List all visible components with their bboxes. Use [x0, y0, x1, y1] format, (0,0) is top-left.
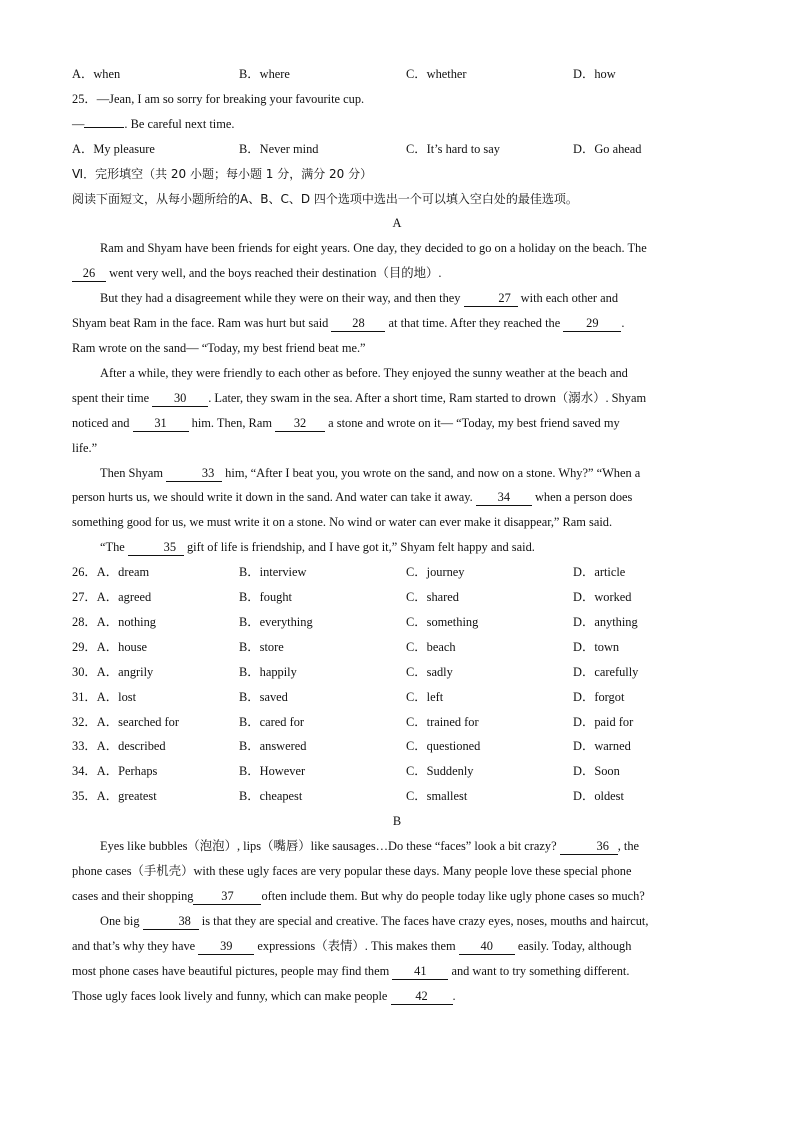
blank-35: 35 — [128, 540, 184, 556]
passage-b-line — [72, 909, 722, 934]
option-c — [406, 734, 573, 759]
text: Shyam beat Ram in the face. Ram was hurt but said — [72, 316, 332, 331]
option-text: C．smallest — [406, 789, 468, 804]
option-a — [72, 759, 239, 784]
text: him. Then, Ram — [188, 415, 276, 430]
option-d — [573, 660, 638, 685]
question-number: 33． — [72, 739, 97, 754]
q25-question: 25．—Jean, I am so sorry for breaking your favourite cup. — [72, 91, 365, 106]
option-text: C．shared — [406, 590, 459, 605]
option-text: C．journey — [406, 565, 465, 580]
option-a — [72, 784, 239, 809]
option-d — [573, 784, 624, 809]
choice-row — [72, 635, 722, 660]
q25-answer-text: . Be careful next time. — [124, 116, 235, 131]
passage-b-label: B — [392, 814, 402, 829]
passage-b-line — [72, 834, 722, 859]
text: and want to try something different. — [448, 963, 630, 978]
text: expressions（表情）. This makes them — [254, 938, 459, 953]
option-b — [239, 585, 406, 610]
text: a stone and wrote on it— “Today, my best friend saved my — [325, 415, 620, 430]
text: But they had a disagreement while they were on their way, and then they — [100, 291, 464, 306]
blank-27: 27 — [464, 291, 518, 307]
option-text: A．lost — [96, 689, 137, 704]
blank-40: 40 — [459, 939, 515, 955]
blank-34: 34 — [476, 490, 532, 506]
blank-29: 29 — [563, 316, 621, 332]
passage-b-line — [72, 934, 722, 959]
option-c: C．It’s hard to say — [406, 141, 500, 156]
choice-row — [72, 585, 722, 610]
choice-row — [72, 759, 722, 784]
question-number: 30． — [72, 664, 97, 679]
section-title: Ⅵ．完形填空（共 20 小题；每小题 1 分，满分 20 分） — [72, 166, 373, 181]
passage-a-line — [72, 535, 722, 560]
question-number: 29． — [72, 639, 97, 654]
text: cases and their shopping — [72, 888, 194, 903]
option-text: D．paid for — [573, 714, 634, 729]
option-text: B．happily — [239, 664, 297, 679]
text: . — [452, 988, 456, 1003]
passage-a-line — [72, 311, 722, 336]
option-text: D．oldest — [573, 789, 624, 804]
question-number: 27． — [72, 590, 97, 605]
option-c — [406, 585, 573, 610]
choice-row — [72, 610, 722, 635]
option-text: B．everything — [239, 614, 313, 629]
option-text: B．answered — [239, 739, 307, 754]
blank-26: 26 — [72, 266, 106, 282]
text: Eyes like bubbles（泡泡）, lips（嘴唇）like sausages…Do these “faces” look a bit crazy? — [100, 839, 560, 854]
option-a — [72, 560, 239, 585]
option-d: D．Go ahead — [573, 141, 642, 156]
text: often include them. But why do people today like ugly phone cases so much? — [261, 888, 645, 903]
option-b — [239, 734, 406, 759]
passage-a-line — [72, 236, 722, 261]
choice-row — [72, 685, 722, 710]
question-number: 35． — [72, 789, 97, 804]
option-c — [406, 759, 573, 784]
choice-row — [72, 710, 722, 735]
option-c — [406, 635, 573, 660]
option-text: A．angrily — [96, 664, 154, 679]
option-a: A．when — [72, 67, 121, 81]
q25-options — [72, 137, 722, 162]
option-b — [239, 660, 406, 685]
passage-b-line — [72, 984, 722, 1009]
option-d — [573, 635, 619, 660]
choice-row — [72, 784, 722, 809]
text: . Later, they swam in the sea. After a short time, Ram started to drown（溺水）. Shyam — [208, 390, 647, 405]
option-text: C．questioned — [406, 739, 481, 754]
passage-b-line — [72, 959, 722, 984]
option-text: B．fought — [239, 590, 293, 605]
option-text: A．dream — [96, 565, 150, 580]
option-d — [573, 734, 631, 759]
option-text: D．Soon — [573, 764, 620, 779]
blank-38: 38 — [143, 914, 199, 930]
option-a — [72, 660, 239, 685]
text: when a person does — [531, 490, 633, 505]
text: gift of life is friendship, and I have got it,” Shyam felt happy and said. — [183, 540, 535, 555]
option-d — [573, 610, 638, 635]
text: “The — [100, 540, 128, 555]
passage-a-line — [72, 261, 722, 286]
option-text: C．Suddenly — [406, 764, 474, 779]
blank-39: 39 — [198, 939, 254, 955]
passage-a-line — [72, 286, 722, 311]
option-text: A．house — [96, 639, 148, 654]
option-a — [72, 610, 239, 635]
blank-36: 36 — [560, 839, 618, 855]
option-a — [72, 734, 239, 759]
option-c: C．whether — [406, 67, 467, 81]
blank-32: 32 — [275, 416, 325, 432]
option-b — [239, 759, 406, 784]
q25-dash: — — [72, 116, 85, 131]
passage-a-line — [72, 461, 722, 486]
option-c — [406, 710, 573, 735]
passage-a-line: Ram wrote on the sand— “Today, my best friend beat me.” — [72, 340, 366, 355]
option-d: D．how — [573, 67, 616, 81]
passage-a-label: A — [392, 216, 402, 231]
passage-a-line: After a while, they were friendly to each other as before. They enjoyed the sunny weather at the beach and — [100, 365, 628, 380]
question-number: 32． — [72, 714, 97, 729]
option-a — [72, 585, 239, 610]
option-a — [72, 685, 239, 710]
option-d — [573, 585, 632, 610]
text: at that time. After they reached the — [385, 316, 564, 331]
text: noticed and — [72, 415, 133, 430]
option-text: D．warned — [573, 739, 631, 754]
option-b — [239, 560, 406, 585]
option-d — [573, 710, 633, 735]
blank-33: 33 — [166, 466, 222, 482]
exam-page — [72, 62, 722, 1008]
passage-a-line — [72, 386, 722, 411]
option-b — [239, 710, 406, 735]
question-number: 26． — [72, 565, 97, 580]
option-text: B．saved — [239, 689, 288, 704]
option-a — [72, 710, 239, 735]
option-text: A．searched for — [96, 714, 180, 729]
option-text: B．store — [239, 639, 284, 654]
option-text: A．described — [96, 739, 166, 754]
blank-41: 41 — [392, 964, 448, 980]
passage-a-line — [72, 485, 722, 510]
blank-31: 31 — [133, 416, 189, 432]
option-c — [406, 685, 573, 710]
option-b — [239, 685, 406, 710]
q25-blank — [84, 127, 124, 128]
text: One big — [100, 913, 143, 928]
option-text: B．interview — [239, 565, 307, 580]
option-text: A．greatest — [96, 789, 157, 804]
text: easily. Today, although — [514, 938, 632, 953]
option-c — [406, 784, 573, 809]
option-c — [406, 610, 573, 635]
blank-28: 28 — [331, 316, 385, 332]
question-number: 31． — [72, 689, 97, 704]
passage-b-line — [72, 884, 722, 909]
option-text: A．nothing — [96, 614, 156, 629]
q25-answer-line — [72, 112, 722, 137]
option-c — [406, 560, 573, 585]
choice-row — [72, 660, 722, 685]
option-text: D．carefully — [573, 664, 639, 679]
option-a: A．My pleasure — [72, 141, 155, 156]
option-b — [239, 784, 406, 809]
option-text: C．trained for — [406, 714, 479, 729]
text: spent their time — [72, 390, 153, 405]
choice-row — [72, 734, 722, 759]
passage-a-line: something good for us, we must write it on a stone. No wind or water can ever make it disappear,” Ram said. — [72, 515, 613, 530]
text: Then Shyam — [100, 465, 167, 480]
blank-30: 30 — [152, 391, 208, 407]
passage-b-line: phone cases（手机壳）with these ugly faces are very popular these days. Many people love these special phone — [72, 864, 632, 878]
question-number: 28． — [72, 614, 97, 629]
option-c — [406, 660, 573, 685]
option-text: C．something — [406, 614, 479, 629]
text: most phone cases have beautiful pictures, people may find them — [72, 963, 393, 978]
option-text: A．Perhaps — [96, 764, 158, 779]
option-text: D．article — [573, 565, 626, 580]
q24-options — [72, 62, 722, 87]
text: person hurts us, we should write it down in the sand. And water can take it away. — [72, 490, 476, 505]
option-text: B．However — [239, 764, 306, 779]
option-d — [573, 759, 620, 784]
section-instruction: 阅读下面短文，从每小题所给的A、B、C、D 四个选项中选出一个可以填入空白处的最佳选项。 — [72, 191, 578, 206]
passage-a-choices — [72, 560, 722, 809]
option-text: D．worked — [573, 590, 632, 605]
option-d — [573, 560, 625, 585]
blank-37: 37 — [193, 889, 261, 905]
option-text: D．forgot — [573, 689, 625, 704]
choice-row — [72, 560, 722, 585]
option-text: C．sadly — [406, 664, 453, 679]
option-d — [573, 685, 624, 710]
text: , the — [617, 839, 640, 854]
option-b: B．Never mind — [239, 141, 319, 156]
option-text: B．cheapest — [239, 789, 303, 804]
text: . — [621, 316, 625, 331]
option-text: C．left — [406, 689, 444, 704]
option-b — [239, 610, 406, 635]
option-text: B．cared for — [239, 714, 305, 729]
text: and that’s why they have — [72, 938, 199, 953]
option-b: B．where — [239, 67, 290, 81]
question-number: 34． — [72, 764, 97, 779]
blank-42: 42 — [391, 989, 453, 1005]
text: Those ugly faces look lively and funny, which can make people — [72, 988, 391, 1003]
option-a — [72, 635, 239, 660]
option-text: C．beach — [406, 639, 456, 654]
passage-a-line: life.” — [72, 440, 98, 455]
text: went very well, and the boys reached their destination（目的地）. — [106, 266, 442, 281]
passage-a-line — [72, 411, 722, 436]
text: Ram and Shyam have been friends for eight years. One day, they decided to go on a holiday on the beach. The — [100, 241, 647, 256]
text: with each other and — [517, 291, 619, 306]
text: him, “After I beat you, you wrote on the sand, and now on a stone. Why?” “When a — [222, 465, 641, 480]
text: is that they are special and creative. The faces have crazy eyes, noses, mouths and haircut, — [198, 913, 649, 928]
option-text: D．town — [573, 639, 620, 654]
option-text: D．anything — [573, 614, 638, 629]
option-b — [239, 635, 406, 660]
option-text: A．agreed — [96, 590, 152, 605]
